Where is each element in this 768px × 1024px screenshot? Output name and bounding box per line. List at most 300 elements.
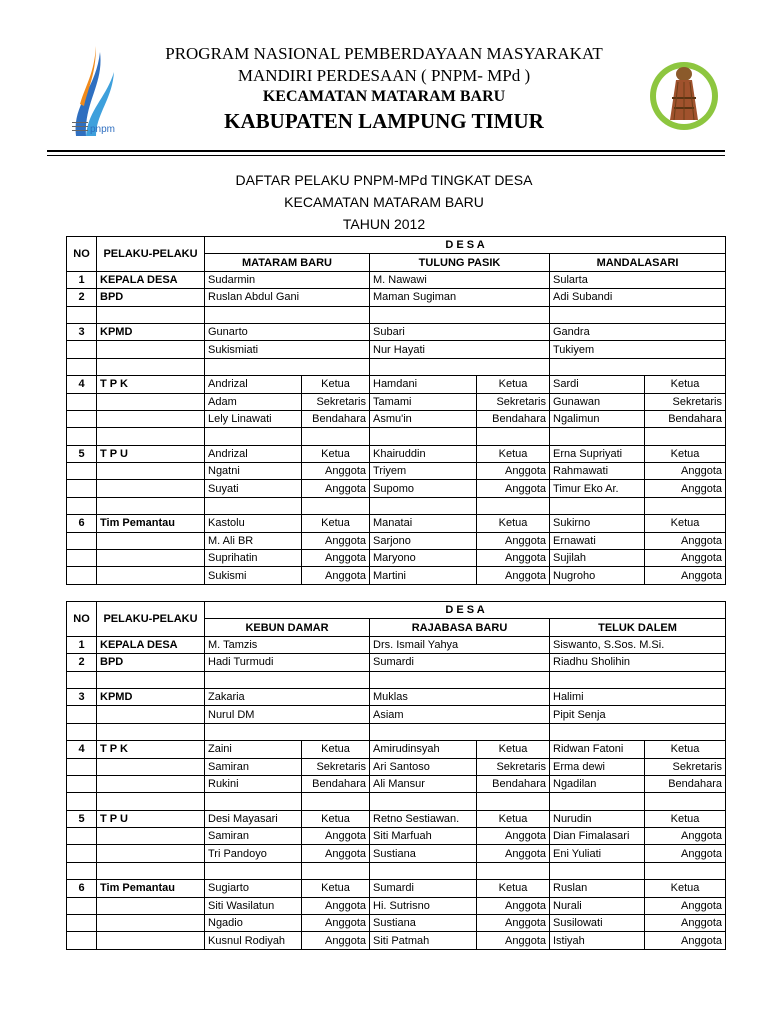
empty-cell [550,428,645,445]
empty-cell [97,775,205,792]
member-position: Anggota [645,463,726,480]
empty-cell [97,358,205,375]
table-row [67,515,726,532]
spacer-row [67,862,726,879]
empty-cell [302,428,370,445]
village-header: RAJABASA BARU [370,619,550,636]
member-name: Drs. Ismail Yahya [370,636,550,653]
empty-cell [370,428,477,445]
member-name: Desi Mayasari [205,810,302,827]
empty-cell [97,723,205,740]
member-position: Anggota [645,480,726,497]
member-name: Rahmawati [550,463,645,480]
table-row [67,932,726,949]
member-position: Anggota [477,897,550,914]
document-year: TAHUN 2012 [342,216,426,232]
empty-cell [550,358,726,375]
member-name: Halimi [550,688,726,705]
member-name: Sularta [550,271,726,288]
member-name: Subari [370,323,550,340]
document-title: DAFTAR PELAKU PNPM-MPd TINGKAT DESA [235,172,533,188]
empty-cell [67,723,97,740]
empty-cell [67,915,97,932]
empty-cell [97,410,205,427]
role-name: T P K [97,741,205,758]
member-name: Muklas [370,688,550,705]
member-name: Lely Linawati [205,410,302,427]
empty-cell [370,723,550,740]
member-position: Anggota [645,550,726,567]
member-position: Anggota [645,897,726,914]
member-name: Hamdani [370,376,477,393]
village-header: TELUK DALEM [550,619,726,636]
member-position: Anggota [645,828,726,845]
empty-cell [370,862,477,879]
table-row [67,706,726,723]
member-position: Anggota [477,567,550,584]
role-name: Tim Pemantau [97,515,205,532]
member-name: Ridwan Fatoni [550,741,645,758]
table-row [67,775,726,792]
no-header: NO [67,602,97,637]
member-position: Ketua [645,880,726,897]
empty-cell [97,306,205,323]
member-position: Ketua [477,376,550,393]
member-position: Anggota [302,480,370,497]
member-position: Bendahara [302,775,370,792]
member-name: Amirudinsyah [370,741,477,758]
empty-cell [645,793,726,810]
header-rule-bottom [47,155,725,156]
member-name: Asmu'in [370,410,477,427]
member-position: Anggota [477,463,550,480]
member-position: Anggota [477,932,550,949]
member-position: Anggota [645,915,726,932]
member-name: Maman Sugiman [370,289,550,306]
table-row [67,463,726,480]
member-name: Sumardi [370,654,550,671]
member-position: Anggota [302,463,370,480]
member-name: Ali Mansur [370,775,477,792]
table-row [67,915,726,932]
member-name: Dian Fimalasari [550,828,645,845]
member-name: Istiyah [550,932,645,949]
member-name: Sumardi [370,880,477,897]
member-name: Andrizal [205,445,302,462]
table-row [67,393,726,410]
member-name: Supomo [370,480,477,497]
empty-cell [477,862,550,879]
member-name: Nugroho [550,567,645,584]
member-position: Ketua [477,810,550,827]
row-number: 2 [67,654,97,671]
member-name: Tamami [370,393,477,410]
member-name: Sukirno [550,515,645,532]
empty-cell [67,897,97,914]
role-name: BPD [97,289,205,306]
member-name: Tukiyem [550,341,726,358]
member-name: Tri Pandoyo [205,845,302,862]
empty-cell [67,932,97,949]
member-position: Anggota [645,567,726,584]
row-number: 2 [67,289,97,306]
role-header: PELAKU-PELAKU [97,602,205,637]
empty-cell [97,567,205,584]
member-position: Anggota [645,532,726,549]
spacer-row [67,723,726,740]
row-number: 3 [67,688,97,705]
empty-cell [370,793,477,810]
empty-cell [67,393,97,410]
member-name: M. Nawawi [370,271,550,288]
empty-cell [550,497,645,514]
table-row [67,271,726,288]
member-position: Bendahara [477,410,550,427]
member-position: Anggota [477,845,550,862]
member-position: Ketua [477,880,550,897]
member-position: Anggota [477,915,550,932]
empty-cell [67,428,97,445]
table-row [67,654,726,671]
empty-cell [97,897,205,914]
empty-cell [67,828,97,845]
empty-cell [370,306,550,323]
member-name: Sujilah [550,550,645,567]
table-row [67,376,726,393]
member-position: Sekretaris [477,393,550,410]
empty-cell [67,845,97,862]
empty-cell [97,550,205,567]
table-row [67,880,726,897]
empty-cell [97,706,205,723]
empty-cell [550,793,645,810]
empty-cell [477,497,550,514]
empty-cell [67,497,97,514]
member-position: Ketua [645,515,726,532]
member-name: Gunarto [205,323,370,340]
pelaku-table-1 [66,236,726,585]
empty-cell [67,306,97,323]
member-position: Sekretaris [645,393,726,410]
member-position: Bendahara [477,775,550,792]
empty-cell [205,671,370,688]
table-row [67,289,726,306]
empty-cell [97,793,205,810]
member-name: Siswanto, S.Sos. M.Si. [550,636,726,653]
empty-cell [67,550,97,567]
member-name: Ngalimun [550,410,645,427]
member-position: Bendahara [645,410,726,427]
member-name: Samiran [205,758,302,775]
spacer-row [67,671,726,688]
role-name: KPMD [97,688,205,705]
row-number: 4 [67,376,97,393]
member-position: Anggota [302,550,370,567]
member-position: Ketua [302,515,370,532]
table-row [67,810,726,827]
member-name: Nurul DM [205,706,370,723]
empty-cell [97,497,205,514]
spacer-row [67,497,726,514]
role-name: T P U [97,810,205,827]
empty-cell [67,480,97,497]
member-name: Gandra [550,323,726,340]
member-position: Sekretaris [302,758,370,775]
member-position: Anggota [645,932,726,949]
member-position: Ketua [645,741,726,758]
empty-cell [205,723,370,740]
empty-cell [97,532,205,549]
empty-cell [370,497,477,514]
member-position: Anggota [477,532,550,549]
document-subtitle: KECAMATAN MATARAM BARU [284,194,484,210]
member-position: Ketua [645,810,726,827]
table-row [67,636,726,653]
empty-cell [550,723,726,740]
member-name: Martini [370,567,477,584]
table-row [67,410,726,427]
header-program-title: PROGRAM NASIONAL PEMBERDAYAAN MASYARAKAT [165,44,603,63]
member-name: Sarjono [370,532,477,549]
member-position: Ketua [302,376,370,393]
empty-cell [67,671,97,688]
village-header: KEBUN DAMAR [205,619,370,636]
spacer-row [67,428,726,445]
desa-header: D E S A [205,237,726,254]
member-name: Suyati [205,480,302,497]
member-name: Nurudin [550,810,645,827]
empty-cell [370,358,550,375]
empty-cell [550,671,726,688]
table-row [67,445,726,462]
member-name: Rukini [205,775,302,792]
member-position: Anggota [302,845,370,862]
table-row [67,567,726,584]
table-header-row [67,602,726,619]
spacer-row [67,306,726,323]
member-name: Maryono [370,550,477,567]
role-name: KEPALA DESA [97,271,205,288]
village-header: MATARAM BARU [205,254,370,271]
row-number: 5 [67,445,97,462]
member-name: Sudarmin [205,271,370,288]
row-number: 5 [67,810,97,827]
member-name: Ngadio [205,915,302,932]
member-name: Samiran [205,828,302,845]
member-name: Sustiana [370,915,477,932]
empty-cell [97,932,205,949]
member-name: Siti Wasilatun [205,897,302,914]
role-name: T P K [97,376,205,393]
member-name: Ruslan [550,880,645,897]
village-header: TULUNG PASIK [370,254,550,271]
member-name: Nur Hayati [370,341,550,358]
empty-cell [477,428,550,445]
role-name: Tim Pemantau [97,880,205,897]
member-position: Bendahara [302,410,370,427]
member-name: Kastolu [205,515,302,532]
desa-header: D E S A [205,602,726,619]
member-name: Nurali [550,897,645,914]
table-row [67,480,726,497]
member-position: Anggota [302,532,370,549]
member-position: Ketua [477,445,550,462]
member-name: Manatai [370,515,477,532]
empty-cell [97,915,205,932]
empty-cell [97,845,205,862]
member-name: Eni Yuliati [550,845,645,862]
member-name: M. Ali BR [205,532,302,549]
member-name: Gunawan [550,393,645,410]
member-position: Sekretaris [645,758,726,775]
empty-cell [67,793,97,810]
member-name: Ari Santoso [370,758,477,775]
spacer-row [67,358,726,375]
empty-cell [97,480,205,497]
row-number: 3 [67,323,97,340]
member-position: Ketua [302,445,370,462]
empty-cell [645,862,726,879]
row-number: 1 [67,271,97,288]
empty-cell [205,862,302,879]
empty-cell [67,341,97,358]
empty-cell [67,463,97,480]
header-kabupaten: KABUPATEN LAMPUNG TIMUR [224,109,544,133]
member-name: Zaini [205,741,302,758]
member-name: Hadi Turmudi [205,654,370,671]
member-name: Siti Patmah [370,932,477,949]
header-rule-top [47,150,725,152]
member-position: Anggota [477,828,550,845]
empty-cell [67,862,97,879]
member-name: Sugiarto [205,880,302,897]
empty-cell [97,758,205,775]
member-name: Pipit Senja [550,706,726,723]
empty-cell [550,306,726,323]
empty-cell [67,567,97,584]
empty-cell [205,306,370,323]
member-name: Sukismi [205,567,302,584]
member-position: Ketua [645,376,726,393]
empty-cell [302,862,370,879]
table-row [67,341,726,358]
member-name: Andrizal [205,376,302,393]
row-number: 6 [67,880,97,897]
empty-cell [67,358,97,375]
member-position: Sekretaris [477,758,550,775]
empty-cell [477,793,550,810]
empty-cell [97,428,205,445]
member-position: Anggota [302,828,370,845]
empty-cell [67,775,97,792]
row-number: 4 [67,741,97,758]
member-position: Ketua [477,741,550,758]
empty-cell [645,497,726,514]
empty-cell [97,341,205,358]
role-name: KPMD [97,323,205,340]
row-number: 6 [67,515,97,532]
member-name: Suprihatin [205,550,302,567]
member-position: Anggota [302,932,370,949]
table-row [67,550,726,567]
member-name: Sukismiati [205,341,370,358]
table-row [67,828,726,845]
table-row [67,845,726,862]
member-position: Bendahara [645,775,726,792]
member-name: Sardi [550,376,645,393]
member-name: Zakaria [205,688,370,705]
table-row [67,532,726,549]
role-name: T P U [97,445,205,462]
empty-cell [97,463,205,480]
table-row [67,758,726,775]
header-program-subtitle: MANDIRI PERDESAAN ( PNPM- MPd ) [237,66,531,85]
member-name: Adi Subandi [550,289,726,306]
empty-cell [205,358,370,375]
member-name: Asiam [370,706,550,723]
table-row [67,897,726,914]
village-header: MANDALASARI [550,254,726,271]
member-name: Khairuddin [370,445,477,462]
row-number: 1 [67,636,97,653]
member-position: Anggota [302,897,370,914]
member-name: Kusnul Rodiyah [205,932,302,949]
table-header-row [67,237,726,254]
spacer-row [67,793,726,810]
empty-cell [97,828,205,845]
no-header: NO [67,237,97,272]
pnpm-logo-text: pnpm [90,124,116,135]
member-name: Ngatni [205,463,302,480]
member-name: Ernawati [550,532,645,549]
empty-cell [302,793,370,810]
header-kecamatan: KECAMATAN MATARAM BARU [262,88,506,105]
empty-cell [302,497,370,514]
role-header: PELAKU-PELAKU [97,237,205,272]
empty-cell [205,428,302,445]
member-position: Anggota [302,567,370,584]
empty-cell [550,862,645,879]
empty-cell [205,793,302,810]
member-name: Adam [205,393,302,410]
member-name: Hi. Sutrisno [370,897,477,914]
member-name: Retno Sestiawan. [370,810,477,827]
empty-cell [97,862,205,879]
role-name: KEPALA DESA [97,636,205,653]
member-name: Triyem [370,463,477,480]
empty-cell [97,671,205,688]
member-name: Ruslan Abdul Gani [205,289,370,306]
pelaku-table-2 [66,601,726,950]
role-name: BPD [97,654,205,671]
member-position: Anggota [645,845,726,862]
member-name: Sustiana [370,845,477,862]
member-name: Erna Supriyati [550,445,645,462]
member-name: Riadhu Sholihin [550,654,726,671]
empty-cell [67,758,97,775]
member-position: Ketua [645,445,726,462]
table-row [67,741,726,758]
member-position: Ketua [302,880,370,897]
member-name: Susilowati [550,915,645,932]
member-name: Timur Eko Ar. [550,480,645,497]
member-position: Anggota [477,550,550,567]
empty-cell [97,393,205,410]
member-position: Sekretaris [302,393,370,410]
member-name: M. Tamzis [205,636,370,653]
member-position: Ketua [302,810,370,827]
empty-cell [67,532,97,549]
